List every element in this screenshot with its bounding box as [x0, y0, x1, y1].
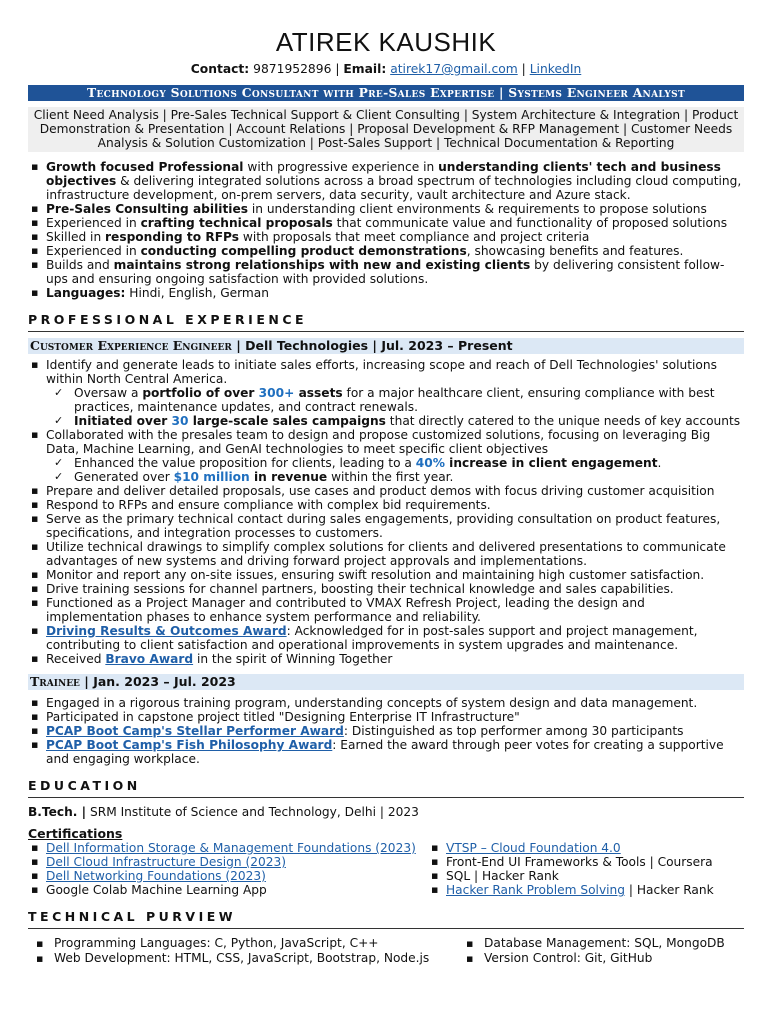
list-item: ▪ Experienced in conducting compelling product demonstrations, showcasing benefits and features.: [28, 244, 744, 258]
list-item: ▪ Front-End UI Frameworks & Tools | Coursera: [428, 855, 728, 869]
list-item: ▪ Drive training sessions for channel partners, boosting their technical knowledge and sales capabilities.: [28, 582, 744, 596]
list-item: [428, 841, 728, 855]
email-link[interactable]: atirek17@gmail.com: [390, 62, 518, 76]
list-item: ▪ Functioned as a Project Manager and contributed to VMAX Refresh Project, leading the design and implementation phases to enhance system performance and reliability.: [28, 596, 744, 624]
summary-list: [28, 160, 744, 300]
list-item: ▪ Web Development: HTML, CSS, JavaScript, Bootstrap, Node.js: [28, 951, 458, 966]
role-details: | Jan. 2023 – Jul. 2023: [79, 674, 236, 689]
award-link[interactable]: PCAP Boot Camp's Fish Philosophy Award: [46, 738, 333, 752]
resume-page: [28, 0, 744, 966]
list-item: ▪ Respond to RFPs and ensure compliance with complex bid requirements.: [28, 498, 744, 512]
skills-summary: Client Need Analysis | Pre-Sales Technical Support & Client Consulting | System Architecture & Integration | Product Demonstration & Presentation | Account Relations | Proposal Development & RFP Management | Customer Needs Analysis & Solution Customization | Post-Sales Support | Technical Documentation & Reporting: [28, 107, 744, 152]
tech-list-right: [458, 936, 738, 966]
list-item: ▪ Skilled in responding to RFPs with proposals that meet compliance and project criteria: [28, 230, 744, 244]
list-item: ▪ Serve as the primary technical contact during sales engagements, providing consultation on product features, specifications, and integration processes to customers.: [28, 512, 744, 540]
role-details: | Dell Technologies | Jul. 2023 – Present: [231, 338, 513, 353]
school: SRM Institute of Science and Technology, Delhi | 2023: [86, 805, 419, 819]
list-item: ✓ Generated over $10 million in revenue within the first year.: [28, 470, 744, 484]
role2-list: [28, 696, 744, 766]
list-item: ▪ Utilize technical drawings to simplify complex solutions for clients and delivered presentations to communicate advantages of new systems and driving forward project approvals and implementations.: [28, 540, 744, 568]
role1-list: [28, 428, 744, 456]
list-item: ▪ Identify and generate leads to initiate sales efforts, increasing scope and reach of Dell Technologies' solutions within North Central America.: [28, 358, 744, 386]
list-item: ▪ Driving Results & Outcomes Award: Acknowledged for in post-sales support and project management, contributing to client satisfaction and operational improvements in system upgrades and maintenance.: [28, 624, 744, 652]
list-item: ▪ Growth focused Professional with progressive experience in understanding clients' tech and business objectives & delivering integrated solutions across a broad spectrum of technologies including cloud computing, infrastructure development, on-prem servers, data security, vault architecture and Azure stack.: [28, 160, 744, 202]
list-item: ▪ Pre-Sales Consulting abilities in understanding client environments & requirements to propose solutions: [28, 202, 744, 216]
list-item: ▪ PCAP Boot Camp's Fish Philosophy Award: Earned the award through peer votes for creating a supportive and engaging workplace.: [28, 738, 744, 766]
linkedin-link[interactable]: LinkedIn: [529, 62, 582, 76]
list-item: ▪ SQL | Hacker Rank: [428, 869, 728, 883]
email-label: Email:: [343, 62, 387, 76]
list-item: ▪ PCAP Boot Camp's Stellar Performer Award: Distinguished as top performer among 30 participants: [28, 724, 744, 738]
list-item: ▪ Experienced in crafting technical proposals that communicate value and functionality of proposed solutions: [28, 216, 744, 230]
section-heading-experience: PROFESSIONAL EXPERIENCE: [28, 312, 744, 332]
separator: |: [521, 62, 526, 76]
cert-link[interactable]: Hacker Rank Problem Solving: [446, 883, 626, 897]
cert-link[interactable]: Dell Cloud Infrastructure Design (2023): [46, 855, 286, 869]
headline-banner: Technology Solutions Consultant with Pre-Sales Expertise | Systems Engineer Analyst: [28, 85, 744, 101]
list-item: [28, 869, 428, 883]
list-item: ▪ Prepare and deliver detailed proposals, use cases and product demos with focus driving customer acquisition: [28, 484, 744, 498]
list-item: ▪ Received Bravo Award in the spirit of Winning Together: [28, 652, 744, 666]
contact-label: Contact:: [190, 62, 250, 76]
role-title: Customer Experience Engineer: [30, 338, 232, 353]
role1-list: [28, 358, 744, 386]
list-item: ▪ Version Control: Git, GitHub: [458, 951, 738, 966]
cert-link[interactable]: Dell Networking Foundations (2023): [46, 869, 266, 883]
section-heading-education: EDUCATION: [28, 778, 744, 798]
degree: B.Tech. |: [28, 805, 87, 819]
cert-list-right: [428, 841, 728, 897]
list-item: ▪ Languages: Hindi, English, German: [28, 286, 744, 300]
list-item: ✓ Oversaw a portfolio of over 300+ assets for a major healthcare client, ensuring compliance with best practices, maintenance updates, and contract renewals.: [28, 386, 744, 414]
list-item: ▪ Database Management: SQL, MongoDB: [458, 936, 738, 951]
section-heading-technical: TECHNICAL PURVIEW: [28, 909, 744, 929]
list-item: ▪ Engaged in a rigorous training program, understanding concepts of system design and data management.: [28, 696, 744, 710]
list-item: ✓ Enhanced the value proposition for clients, leading to a 40% increase in client engagement.: [28, 456, 744, 470]
list-item: ▪ Google Colab Machine Learning App: [28, 883, 428, 897]
tech-list-left: [28, 936, 458, 966]
list-item: ▪ Collaborated with the presales team to design and propose customized solutions, focusing on leveraging Big Data, Machine Learning, and GenAI technologies to meet specific client objectives: [28, 428, 744, 456]
role1-sublist: [28, 386, 744, 428]
certifications-heading: Certifications: [28, 826, 123, 841]
award-link[interactable]: Bravo Award: [105, 652, 194, 666]
degree-line: [28, 805, 744, 820]
role1-list: [28, 484, 744, 666]
phone-number: 9871952896: [253, 62, 332, 76]
list-item: [28, 855, 428, 869]
list-item: ▪ Builds and maintains strong relationships with new and existing clients by delivering consistent follow-ups and ensuring ongoing satisfaction with provided solutions.: [28, 258, 744, 286]
role-heading: [28, 338, 744, 354]
role1-sublist: [28, 456, 744, 484]
candidate-name: ATIREK KAUSHIK: [275, 27, 497, 57]
role-title: Trainee: [30, 674, 80, 689]
separator: |: [335, 62, 340, 76]
technical-skills: [28, 936, 744, 966]
cert-list-left: [28, 841, 428, 897]
list-item: [28, 841, 428, 855]
contact-line: [28, 62, 744, 77]
award-link[interactable]: Driving Results & Outcomes Award: [46, 624, 287, 638]
list-item: ✓ Initiated over 30 large-scale sales campaigns that directly catered to the unique needs of key accounts: [28, 414, 744, 428]
list-item: ▪ Programming Languages: C, Python, JavaScript, C++: [28, 936, 458, 951]
certifications: [28, 841, 744, 897]
list-item: ▪ Monitor and report any on-site issues, ensuring swift resolution and maintaining high customer satisfaction.: [28, 568, 744, 582]
list-item: ▪ Hacker Rank Problem Solving | Hacker Rank: [428, 883, 728, 897]
cert-link[interactable]: Dell Information Storage & Management Foundations (2023): [46, 841, 416, 855]
award-link[interactable]: PCAP Boot Camp's Stellar Performer Award: [46, 724, 344, 738]
role-heading: [28, 674, 744, 690]
cert-link[interactable]: VTSP – Cloud Foundation 4.0: [446, 841, 621, 855]
list-item: ▪ Participated in capstone project titled "Designing Enterprise IT Infrastructure": [28, 710, 744, 724]
